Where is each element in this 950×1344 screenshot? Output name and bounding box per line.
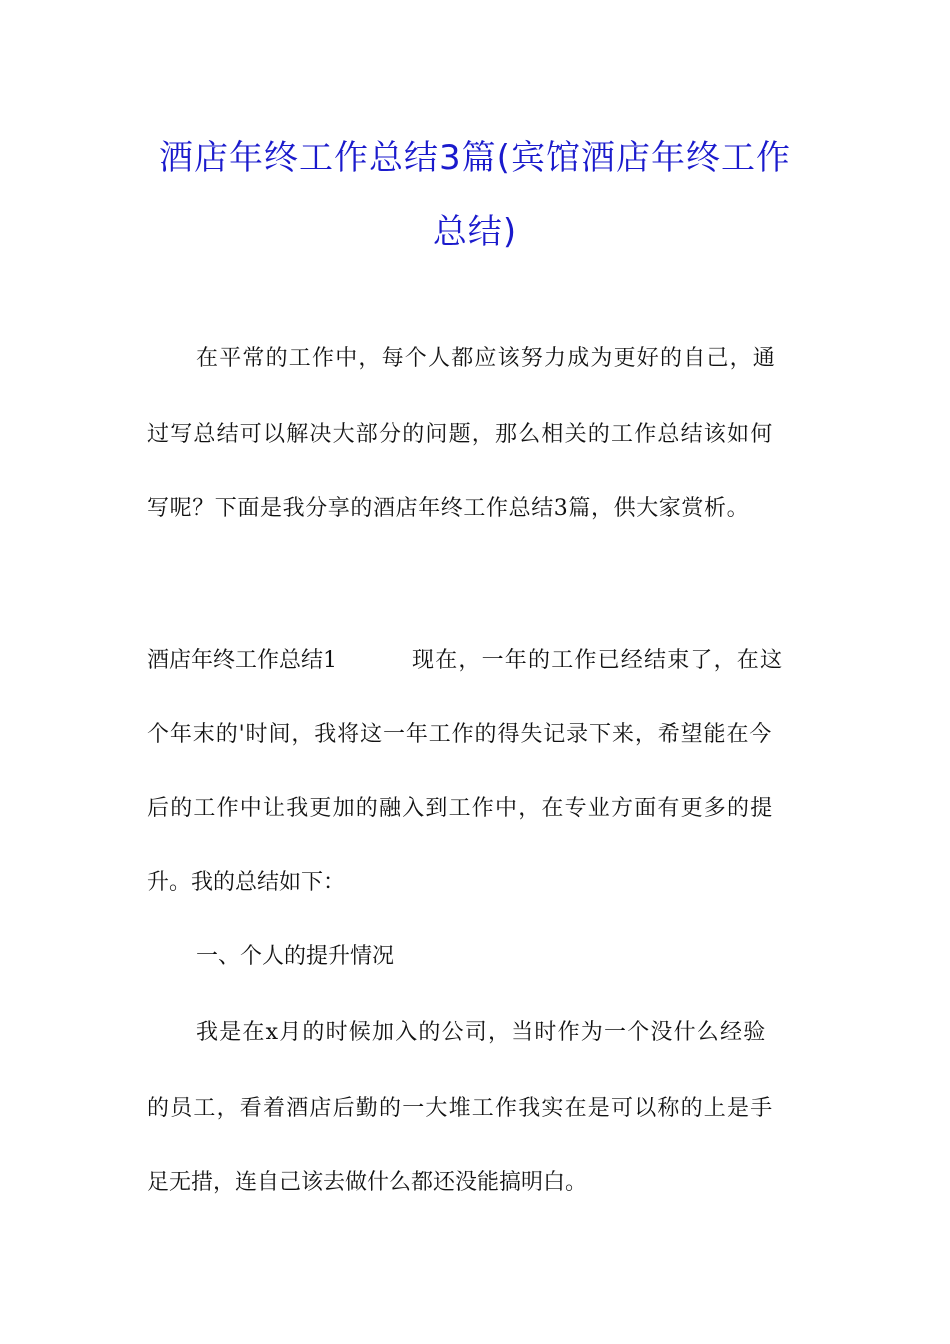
- section-1-heading: 酒店年终工作总结1: [147, 648, 337, 673]
- document-title-line-2: 总结): [432, 212, 518, 252]
- intro-line-2: 过写总结可以解决大部分的问题，那么相关的工作总结该如何: [147, 422, 774, 447]
- section-1-subheading: 一、个人的提升情况: [196, 944, 395, 969]
- section-1-line-3: 后的工作中让我更加的融入到工作中，在专业方面有更多的提: [147, 796, 774, 821]
- section-1-para-2-line-2: 的员工，看着酒店后勤的一大堆工作我实在是可以称的上是手: [147, 1096, 774, 1121]
- intro-line-3: 写呢？下面是我分享的酒店年终工作总结3篇，供大家赏析。: [147, 496, 750, 521]
- document-title-line-1: 酒店年终工作总结3篇(宾馆酒店年终工作: [159, 138, 791, 178]
- section-1-para-2-line-1: 我是在x月的时候加入的公司，当时作为一个没什么经验: [196, 1020, 767, 1045]
- section-1-para-2-line-3: 足无措，连自己该去做什么都还没能搞明白。: [147, 1170, 588, 1195]
- intro-line-1: 在平常的工作中，每个人都应该努力成为更好的自己，通: [196, 346, 777, 371]
- section-1-line-2: 个年末的'时间，我将这一年工作的得失记录下来，希望能在今: [147, 722, 773, 747]
- section-1-line-1: 现在，一年的工作已经结束了，在这: [412, 648, 784, 673]
- section-1-line-4: 升。我的总结如下：: [147, 870, 346, 895]
